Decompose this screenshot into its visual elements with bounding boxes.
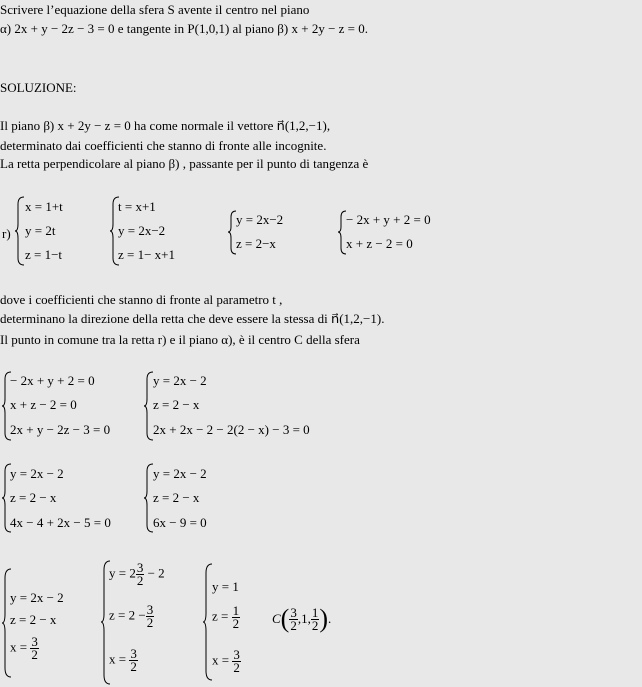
eq-frac: x = $\frac{3}{2}$ <box>109 646 137 674</box>
eq: z = 2 − x <box>10 490 57 505</box>
eq: y = 2x−2 <box>236 212 284 227</box>
eq-frac: x = $\frac{3}{2}$ <box>10 634 38 662</box>
system-r1-2 <box>110 196 220 266</box>
eq: y = 2x − 2 <box>10 466 64 481</box>
eq: − 2x + y + 2 = 0 <box>10 373 95 388</box>
eq: y = 2x − 2 <box>10 590 64 605</box>
eq-frac: y = 2 $\frac{3}{2}$ − 2 <box>109 560 165 588</box>
system-r4-2 <box>101 560 201 685</box>
system-r2-2 <box>144 371 354 441</box>
problem-line-2: α) 2x + y − 2z − 3 = 0 e tangente in P(1,0,1) al piano β) x + 2y − z = 0. <box>0 21 369 36</box>
eq-frac: z = $\frac{1}{2}$ <box>212 603 240 631</box>
system-r1-3 <box>228 210 338 255</box>
eq-frac: x = $\frac{3}{2}$ <box>212 647 240 675</box>
para2-line-2: determinano la direzione della retta che deve essere la stessa di n⃗(1,2,−1). <box>0 311 385 326</box>
eq: 6x − 9 = 0 <box>153 515 207 530</box>
system-r2-1 <box>2 371 142 441</box>
eq: y = 2x−2 <box>118 223 166 238</box>
eq: x + z − 2 = 0 <box>346 236 413 251</box>
eq: 2x + y − 2z − 3 = 0 <box>10 422 111 437</box>
eq: y = 2x − 2 <box>153 466 207 481</box>
eq-frac: z = 2 − $\frac{3}{2}$ <box>109 602 154 630</box>
para1-line-2: determinato dai coefficienti che stanno di fronte alle incognite. <box>0 138 327 153</box>
eq: x = 1+t <box>25 199 63 214</box>
eq: y = 1 <box>212 579 239 594</box>
line-r-label: r) <box>2 226 11 241</box>
system-r3-1 <box>2 463 142 533</box>
para2-line-3: Il punto in comune tra la retta r) e il piano α), è il centro C della sfera <box>0 332 360 347</box>
system-r1-4 <box>338 210 468 255</box>
eq: x + z − 2 = 0 <box>10 397 77 412</box>
center-point: C( $\frac{3}{2}$ ,1, $\frac{1}{2}$ ). <box>272 604 332 633</box>
para1-line-1: Il piano β) x + 2y − z = 0 ha come normale il vettore n⃗(1,2,−1), <box>0 118 331 133</box>
eq: y = 2t <box>25 223 56 238</box>
eq: z = 2 − x <box>153 490 200 505</box>
eq: z = 1−t <box>25 247 63 262</box>
eq: − 2x + y + 2 = 0 <box>346 212 431 227</box>
eq: z = 2−x <box>236 236 276 251</box>
system-r1-1 <box>15 196 125 266</box>
system-r4-1 <box>2 568 102 678</box>
eq: y = 2x − 2 <box>153 373 207 388</box>
para2-line-1: dove i coefficienti che stanno di fronte al parametro t , <box>0 292 283 307</box>
system-r4-3 <box>203 563 283 681</box>
problem-line-1: Scrivere l’equazione della sfera S avente il centro nel piano <box>0 2 310 17</box>
eq: 2x + 2x − 2 − 2(2 − x) − 3 = 0 <box>153 422 310 437</box>
eq: z = 2 − x <box>153 397 200 412</box>
brace-icon <box>15 196 25 266</box>
eq: 4x − 4 + 2x − 5 = 0 <box>10 515 111 530</box>
solution-label: SOLUZIONE: <box>0 80 77 95</box>
system-r3-2 <box>144 463 264 533</box>
eq: z = 1− x+1 <box>118 247 176 262</box>
eq: z = 2 − x <box>10 612 57 627</box>
eq: t = x+1 <box>118 199 156 214</box>
para1-line-3: La retta perpendicolare al piano β) , passante per il punto di tangenza è <box>0 156 369 171</box>
